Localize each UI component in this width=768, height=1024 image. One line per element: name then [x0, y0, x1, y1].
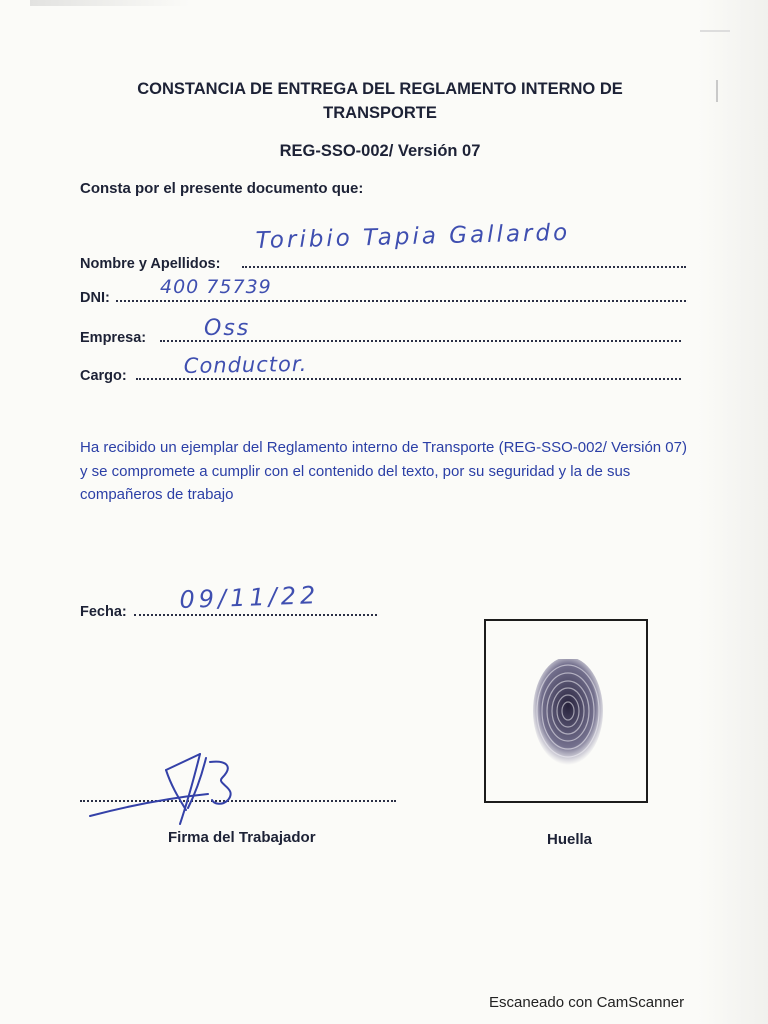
document-code: REG-SSO-002/ Versión 07: [279, 142, 481, 160]
scan-mark: [700, 30, 730, 32]
field-nombre-label: Nombre y Apellidos:: [80, 256, 221, 272]
signature-label: Firma del Trabajador: [168, 829, 316, 846]
intro-text: Consta por el presente documento que:: [80, 180, 364, 197]
fingerprint-label: Huella: [547, 831, 593, 848]
page-edge-shadow: [698, 0, 768, 1024]
title-line-2: TRANSPORTE: [323, 104, 437, 122]
camscanner-footer: Escaneado con CamScanner: [489, 994, 685, 1011]
fingerprint-icon: [530, 659, 606, 773]
margin-mark: [716, 80, 718, 102]
fingerprint-box: [484, 619, 648, 803]
dotted-line: [116, 300, 686, 302]
dotted-line: [242, 266, 686, 268]
field-cargo: [80, 360, 681, 384]
signature-scribble-icon: [88, 748, 258, 828]
commitment-paragraph: Ha recibido un ejemplar del Reglamento interno de Transporte (REG-SSO-002/ Versión 07) y se compromete a cumplir con el contenido del texto, por su seguridad y la de sus compañeros de trabajo: [80, 439, 687, 503]
handwritten-fecha: 09/11/22: [179, 581, 320, 614]
field-fecha-label: Fecha:: [80, 604, 127, 620]
handwritten-dni: 400 75739: [160, 276, 272, 298]
field-dni-label: DNI:: [80, 290, 110, 306]
handwritten-empresa: Oss: [204, 316, 251, 341]
field-cargo-label: Cargo:: [80, 368, 127, 384]
field-empresa: [80, 322, 681, 346]
field-nombre: [80, 248, 686, 272]
document-title: [100, 77, 660, 125]
scan-smudge: [30, 0, 190, 6]
handwritten-cargo: Conductor.: [183, 351, 308, 378]
field-empresa-label: Empresa:: [80, 330, 147, 346]
dotted-line: [134, 614, 377, 616]
title-line-1: CONSTANCIA DE ENTREGA DEL REGLAMENTO INTERNO DE: [137, 80, 623, 98]
handwritten-nombre: Toribio Tapia Gallardo: [255, 219, 571, 254]
dotted-line: [136, 378, 681, 380]
